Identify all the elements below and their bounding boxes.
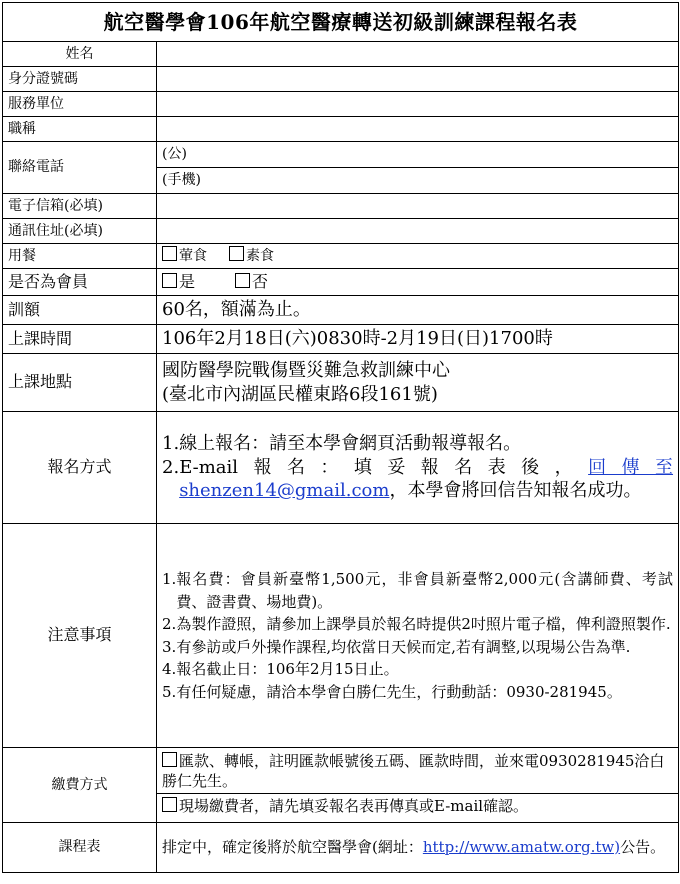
name-label: 姓名 [3,42,157,67]
location-line-1: 國防醫學院戰傷暨災難急救訓練中心 [162,360,450,382]
list-item [162,613,673,636]
item-number: 3. [162,637,177,656]
payment-onsite-checkbox[interactable] [162,797,177,812]
item-text: 報名費：會員新臺幣1,500元，非會員新臺幣2,000元(含講師費、考試費、證書費、場地費)。 [176,570,673,611]
quota-label: 訓額 [3,296,157,325]
location-line-2: (臺北市內湖區民權東路6段161號) [162,383,438,405]
meal-veg-label: 素食 [246,248,274,265]
item-number: 2. [162,456,180,478]
payment-option-2 [157,793,678,820]
item-number: 5. [162,682,177,701]
employer-label: 服務單位 [3,92,157,117]
item-text: 線上報名：請至本學會網頁活動報導報名。 [179,433,522,455]
meal-meat-checkbox[interactable] [162,246,177,261]
quota-value: 60名，額滿為止。 [157,296,679,325]
location-label: 上課地點 [3,354,157,412]
phone-label: 聯絡電話 [3,142,157,194]
id-number-field[interactable] [157,67,679,92]
member-yes-label: 是 [179,271,196,291]
job-title-field[interactable] [157,117,679,142]
address-label: 通訊住址(必填) [3,219,157,244]
list-item [162,568,673,613]
item-number: 4. [162,660,177,678]
email-link[interactable]: 回傳至shenzen14@gmail.com [179,456,674,502]
employer-field[interactable] [157,92,679,117]
item-number: 1. [162,433,180,455]
notes-label: 注意事項 [3,524,157,748]
phone-office-label: (公) [162,146,187,162]
list-item [162,636,673,659]
payment-option-1 [162,750,673,793]
item-text: E-mail報名：填妥報名表後， [179,456,589,478]
time-label: 上課時間 [3,325,157,354]
address-field[interactable] [157,219,679,244]
time-value: 106年2月18日(六)0830時-2月19日(日)1700時 [157,325,679,354]
registration-label: 報名方式 [3,412,157,524]
list-item [162,658,673,681]
item-text: ，本學會將回信告知報名成功。 [389,480,642,502]
payment-option-text: 匯款、轉帳，註明匯款帳號後五碼、匯款時間，並來電0930281945洽白勝仁先生。 [162,752,665,790]
job-title-label: 職稱 [3,117,157,142]
item-number: 2. [162,615,177,633]
member-label: 是否為會員 [3,269,157,296]
item-number: 1. [162,570,177,588]
item-text: 為製作證照，請參加上課學員於報名時提供2吋照片電子檔，俾利證照製作. [176,615,671,633]
website-link[interactable]: http://www.amatw.org.tw) [422,837,621,856]
registration-list [162,432,673,502]
item-text: 有任何疑慮，請洽本學會白勝仁先生，行動動話：0930-281945。 [176,682,622,701]
payment-label: 繳費方式 [3,748,157,823]
phone-mobile-label: (手機) [162,172,201,188]
email-label: 電子信箱(必填) [3,194,157,219]
item-text: 報名截止日：106年2月15日止。 [176,660,399,678]
phone-office-field[interactable] [162,142,673,167]
list-item [162,681,673,704]
form-title: 航空醫學會106年航空醫療轉送初級訓練課程報名表 [3,3,679,42]
name-field[interactable] [157,42,679,67]
meal-veg-checkbox[interactable] [229,246,244,261]
meal-label: 用餐 [3,244,157,269]
id-number-label: 身分證號碼 [3,67,157,92]
member-no-label: 否 [252,271,269,291]
payment-transfer-checkbox[interactable] [162,752,177,767]
email-field[interactable] [157,194,679,219]
schedule-text: 排定中，確定後將於航空醫學會(網址： [162,837,423,856]
meal-meat-label: 葷食 [179,248,207,265]
list-item [162,432,673,455]
list-item [162,456,673,503]
registration-form-table [2,2,679,873]
phone-mobile-field[interactable] [157,167,678,193]
payment-option-text: 現場繳費者，請先填妥報名表再傳真或E-mail確認。 [179,797,529,816]
member-yes-checkbox[interactable] [162,273,177,288]
member-no-checkbox[interactable] [235,273,250,288]
schedule-text-end: 公告。 [620,837,666,856]
item-text: 有參訪或戶外操作課程,均依當日天候而定,若有調整,以現場公告為準. [176,637,631,656]
notes-list [162,568,673,703]
schedule-label: 課程表 [3,823,157,873]
